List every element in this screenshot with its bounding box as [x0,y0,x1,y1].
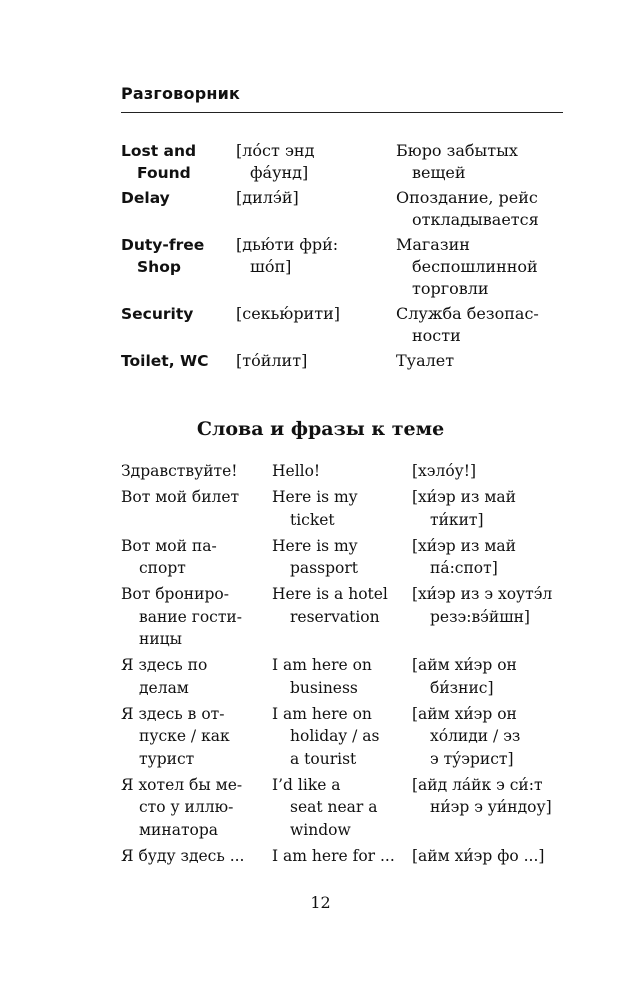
phrase-row [121,774,566,842]
page-number: 12 [310,893,331,912]
phrase-row [121,460,566,483]
phrase-english-line: I am here on [272,656,372,674]
phrase-row [121,654,566,699]
phrase-transcription-line: па́:спот] [430,559,498,577]
phrase-russian-line: Здравствуйте! [121,462,238,480]
term-transcription-line: [дью́ти фри́: [236,235,339,254]
phrase-english [272,486,412,531]
phrase-english-line: reservation [290,607,380,626]
term-transcription-line: [дилэ́й] [236,188,299,207]
term-russian-line: откладывается [412,210,539,229]
phrase-russian-line: минатора [139,820,219,839]
phrase-english [272,703,412,771]
term-transcription-line: [ло́ст энд [236,141,315,160]
term-russian-line: Служба безопас- [396,304,539,323]
phrase-russian [121,583,272,651]
phrase-transcription-line: резэ:вэ́йшн] [430,607,530,626]
term-transcription [236,350,396,372]
phrases-table [121,460,566,871]
phrase-russian-line: Я здесь в от- [121,704,225,723]
phrase-russian-line: ницы [139,630,182,648]
term-english [121,234,236,300]
phrase-transcription-line: э ту́эрист] [430,749,514,768]
phrase-row [121,486,566,531]
term-russian-line: торговли [412,279,489,298]
term-transcription-line: [секью́рити] [236,304,340,323]
running-header: Разговорник [121,84,241,103]
phrase-russian-line: спорт [139,559,186,577]
phrase-english-line: Here is my [272,488,358,506]
phrase-english [272,845,412,868]
term-row [121,234,566,300]
phrase-english-line: business [290,678,358,697]
phrase-english-line: passport [290,559,358,577]
phrase-row [121,845,566,868]
phrase-english-line: a tourist [290,749,357,768]
phrase-russian [121,535,272,580]
term-english-line: Security [121,305,194,323]
phrase-russian [121,486,272,531]
phrase-english-line: I am here for ... [272,846,395,865]
term-transcription [236,140,396,184]
term-transcription [236,303,396,347]
phrase-russian-line: турист [139,749,195,768]
phrase-transcription [412,774,566,842]
phrase-english-line: I’d like a [272,775,341,794]
phrase-english-line: Here is a hotel [272,585,388,603]
phrase-russian [121,703,272,771]
phrase-russian-line: Вот мой билет [121,488,240,506]
term-english-line: Shop [137,258,181,276]
phrase-transcription [412,845,566,868]
phrase-russian-line: Я здесь по [121,656,208,674]
term-row [121,187,566,231]
phrase-transcription-line: ни́эр э уи́ндоу] [430,798,552,816]
phrase-transcription-line: би́знис] [430,678,494,697]
term-russian [396,187,566,231]
phrase-english [272,654,412,699]
term-russian [396,234,566,300]
term-english-line: Duty-free [121,236,205,254]
phrase-transcription-line: [айм хи́эр он [412,656,517,674]
phrase-russian-line: делам [139,678,189,697]
phrase-transcription [412,535,566,580]
phrase-english-line: window [290,820,351,839]
term-russian-line: вещей [412,163,466,182]
phrase-russian-line: вание гости- [139,607,243,626]
phrase-transcription-line: [айд ла́йк э си́:т [412,775,543,794]
phrase-transcription-line: [хи́эр из май [412,488,516,506]
term-transcription-line: фа́унд] [250,163,309,182]
terms-table [121,140,566,375]
term-russian [396,303,566,347]
phrase-english [272,583,412,651]
phrase-transcription-line: хо́лиди / эз [430,727,521,745]
term-transcription-line: шо́п] [250,257,292,276]
phrase-english-line: ticket [290,510,335,529]
phrase-english-line: Hello! [272,462,321,480]
phrase-transcription-line: [хэло́у!] [412,462,477,480]
phrase-russian-line: сто у иллю- [139,798,234,816]
phrase-transcription [412,654,566,699]
phrase-transcription [412,703,566,771]
phrase-transcription [412,486,566,531]
phrase-english-line: I am here on [272,704,372,723]
phrase-russian [121,654,272,699]
term-russian-line: ности [412,326,461,345]
phrase-russian-line: Вот брониро- [121,585,229,603]
term-transcription-line: [то́йлит] [236,351,308,370]
phrase-row [121,583,566,651]
term-english-line: Found [137,164,191,182]
term-row [121,303,566,347]
term-english-line: Delay [121,189,170,207]
phrase-row [121,535,566,580]
phrase-english [272,535,412,580]
phrase-english [272,460,412,483]
phrase-transcription-line: [айм хи́эр он [412,704,517,723]
term-russian-line: беспошлинной [412,257,538,276]
phrase-transcription-line: [хи́эр из май [412,536,516,555]
term-transcription [236,234,396,300]
phrase-russian-line: Я хотел бы ме- [121,775,243,794]
phrase-transcription [412,583,566,651]
term-english [121,350,236,372]
phrase-transcription-line: [хи́эр из э хоутэ́л [412,585,553,603]
section-title: Слова и фразы к теме [196,418,445,440]
phrase-english [272,774,412,842]
term-english [121,303,236,347]
phrase-russian [121,774,272,842]
phrase-english-line: Here is my [272,536,358,555]
phrase-english-line: seat near a [290,798,378,816]
phrase-transcription-line: ти́кит] [430,510,484,529]
phrase-english-line: holiday / as [290,727,380,745]
term-english [121,187,236,231]
phrase-russian-line: Вот мой па- [121,536,217,555]
term-russian [396,140,566,184]
term-russian-line: Бюро забытых [396,141,518,160]
term-english-line: Toilet, WC [121,352,209,370]
phrase-russian-line: Я буду здесь ... [121,846,245,865]
term-russian-line: Опоздание, рейс [396,188,538,207]
phrase-transcription [412,460,566,483]
phrase-row [121,703,566,771]
term-russian-line: Туалет [396,351,455,370]
term-row [121,350,566,372]
phrase-russian [121,460,272,483]
term-transcription [236,187,396,231]
phrase-transcription-line: [айм хи́эр фо ...] [412,846,545,865]
phrase-russian-line: пуске / как [139,727,230,745]
header-rule [121,112,563,113]
term-russian [396,350,566,372]
phrase-russian [121,845,272,868]
term-row [121,140,566,184]
term-russian-line: Магазин [396,235,470,254]
term-english [121,140,236,184]
term-english-line: Lost and [121,142,197,160]
